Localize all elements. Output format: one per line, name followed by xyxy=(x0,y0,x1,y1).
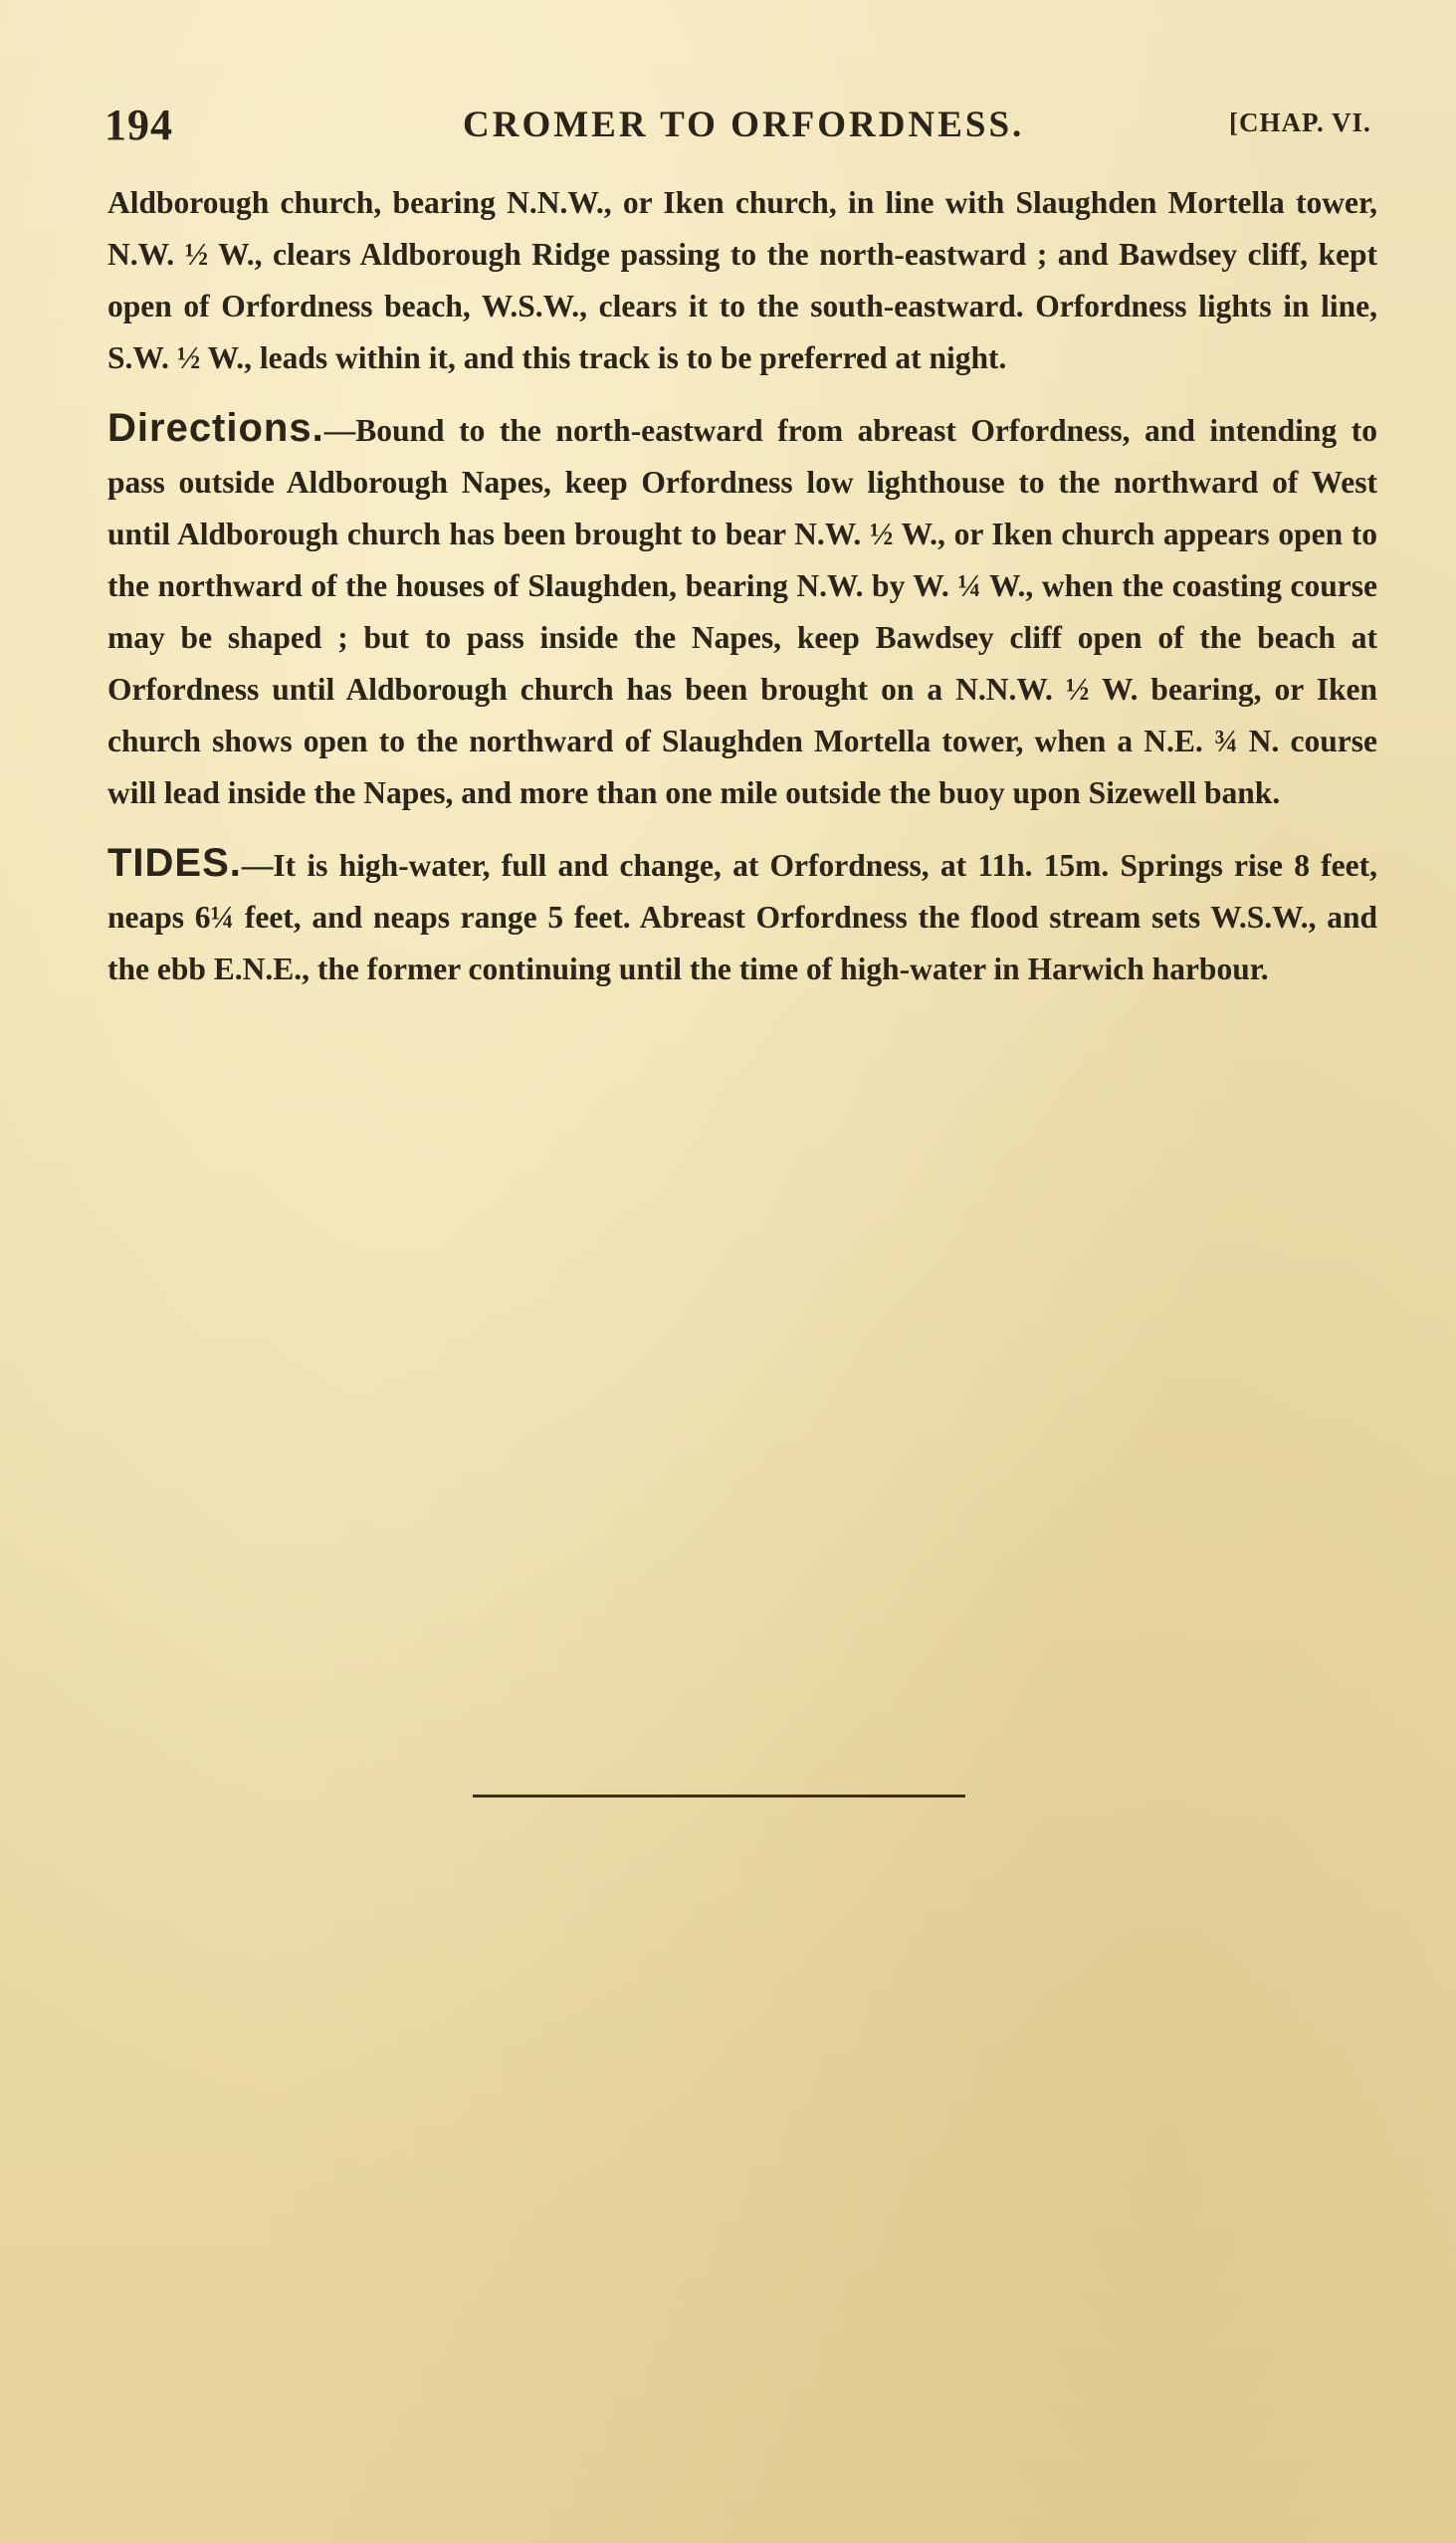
page-number: 194 xyxy=(104,101,173,149)
section-end-rule xyxy=(473,1795,965,1798)
page-title: CROMER TO ORFORDNESS. xyxy=(463,105,1025,145)
paragraph-clearing-marks xyxy=(107,177,1377,384)
section-heading-tides: TIDES. xyxy=(107,841,242,885)
body-text xyxy=(107,177,1377,1013)
running-head xyxy=(104,100,1388,149)
section-heading-directions: Directions. xyxy=(107,406,324,450)
chapter-mark: [CHAP. VI. xyxy=(1229,107,1371,137)
paragraph-text: —It is high-water, full and change, at Orfordness, at 11h. 15m. Springs rise 8 feet, neaps 6¼ feet, and neaps range 5 feet. Abreast Orfordness the flood stream sets W.S.W., and the ebb E.N.E., the former continuing until the time of high-water in Harwich harbour. xyxy=(107,848,1377,986)
paragraph-text: —Bound to the north-eastward from abreast Orfordness, and intending to pass outside Aldborough Napes, keep Orfordness low lighthouse to the northward of West until Aldborough church has been brought to bear N.W. ½ W., or Iken church appears open to the northward of the houses of Slaughden, bearing N.W. by W. ¼ W., when the coasting course may be shaped ; but to pass inside the Napes, keep Bawdsey cliff open of the beach at Orfordness until Aldborough church has been brought on a N.N.W. ½ W. bearing, or Iken church shows open to the northward of Slaughden Mortella tower, when a N.E. ¾ N. course will lead inside the Napes, and more than one mile outside the buoy upon Sizewell bank. xyxy=(107,413,1377,810)
paragraph-directions xyxy=(107,402,1377,819)
paragraph-tides xyxy=(107,837,1377,995)
paragraph-text: Aldborough church, bearing N.N.W., or Iken church, in line with Slaughden Mortella tower, N.W. ½ W., clears Aldborough Ridge passing to the north-eastward ; and Bawdsey cliff, kept open of Orfordness beach, W.S.W., clears it to the south-eastward. Orfordness lights in line, S.W. ½ W., leads within it, and this track is to be preferred at night. xyxy=(107,185,1377,375)
